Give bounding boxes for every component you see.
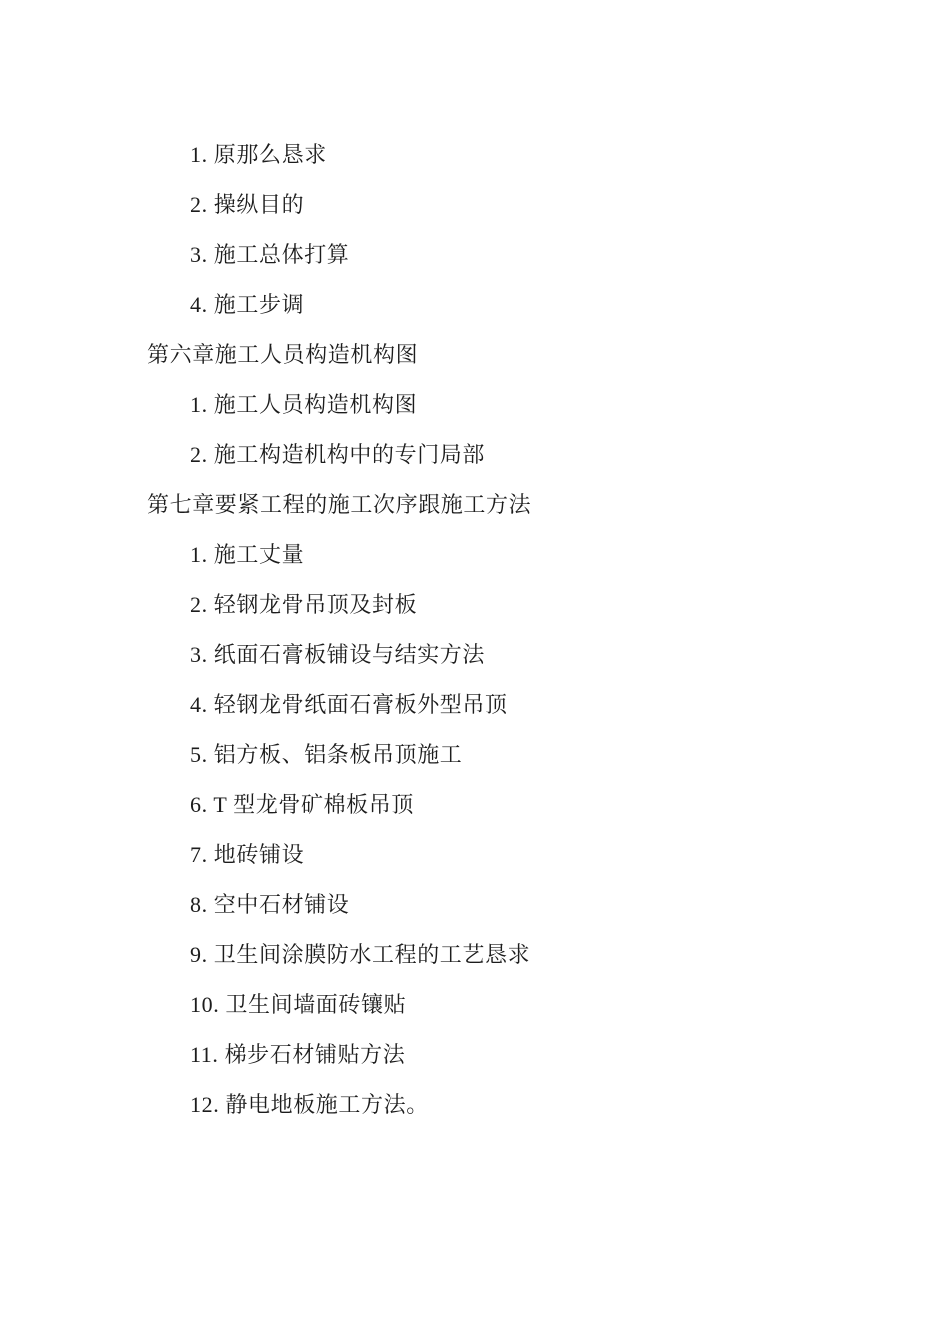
toc-item: 1. 原那么恳求	[190, 142, 327, 167]
toc-item: 2. 施工构造机构中的专门局部	[190, 442, 486, 467]
toc-item: 7. 地砖铺设	[190, 842, 305, 867]
chapter-heading: 第六章施工人员构造机构图	[147, 342, 419, 367]
toc-item: 2. 轻钢龙骨吊顶及封板	[190, 592, 418, 617]
toc-item: 10. 卫生间墙面砖镶贴	[190, 992, 407, 1017]
toc-item: 4. 施工步调	[190, 292, 305, 317]
chapter-heading: 第七章要紧工程的施工次序跟施工方法	[147, 492, 532, 517]
toc-item: 2. 操纵目的	[190, 192, 305, 217]
toc-item: 6. T 型龙骨矿棉板吊顶	[190, 792, 414, 817]
toc-item: 9. 卫生间涂膜防水工程的工艺恳求	[190, 942, 531, 967]
toc-item: 5. 铝方板、铝条板吊顶施工	[190, 742, 463, 767]
toc-item: 12. 静电地板施工方法。	[190, 1092, 429, 1117]
toc-item: 8. 空中石材铺设	[190, 892, 350, 917]
toc-item: 3. 纸面石膏板铺设与结实方法	[190, 642, 486, 667]
toc-item: 1. 施工人员构造机构图	[190, 392, 418, 417]
toc-item: 11. 梯步石材铺贴方法	[190, 1042, 406, 1067]
toc-item: 4. 轻钢龙骨纸面石膏板外型吊顶	[190, 692, 508, 717]
toc-item: 3. 施工总体打算	[190, 242, 350, 267]
table-of-contents	[0, 130, 950, 1130]
toc-item: 1. 施工丈量	[190, 542, 305, 567]
